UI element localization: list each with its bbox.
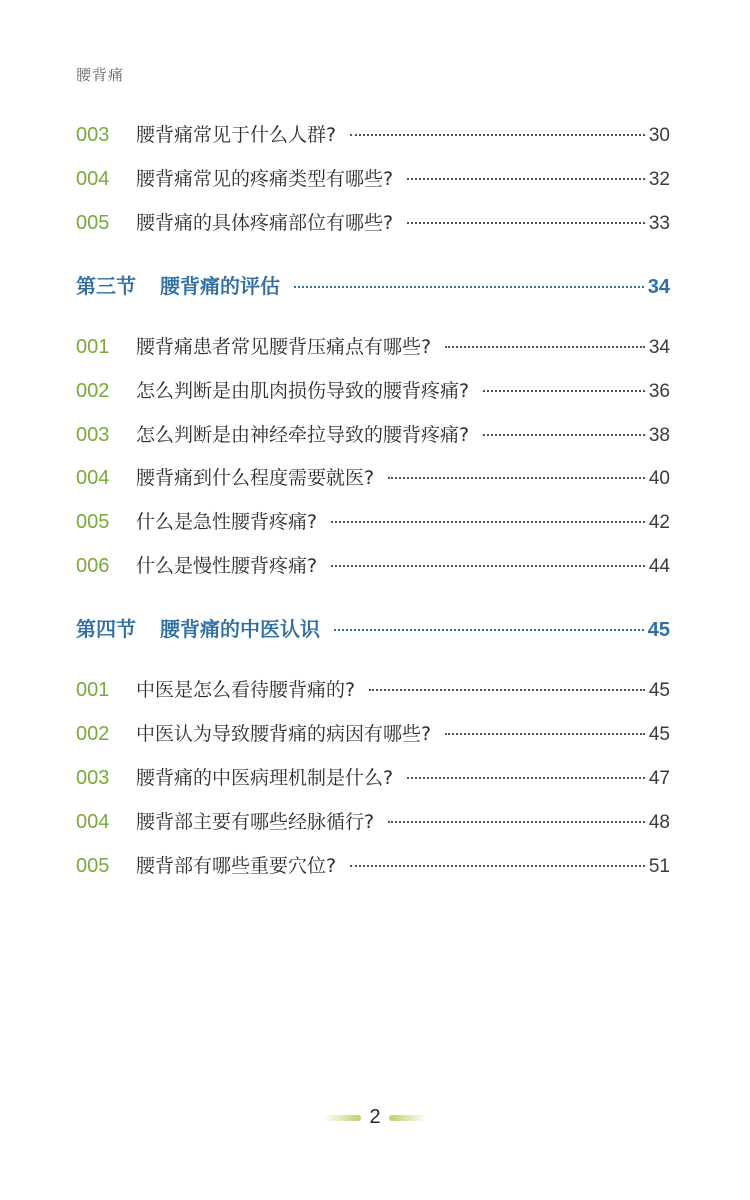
page-number: 2	[369, 1106, 381, 1128]
toc-item-title: 腰背痛患者常见腰背压痛点有哪些?	[136, 336, 432, 358]
toc-item-page: 38	[648, 425, 670, 446]
toc-item-title: 腰背痛的具体疼痛部位有哪些?	[136, 212, 394, 234]
dot-leader	[388, 477, 645, 479]
toc-item[interactable]	[76, 851, 670, 881]
dot-leader	[407, 222, 645, 224]
section-title: 腰背痛的评估	[160, 274, 280, 298]
dot-leader	[407, 777, 645, 779]
toc-item-title: 怎么判断是由肌肉损伤导致的腰背疼痛?	[136, 380, 470, 402]
toc-item-page: 32	[648, 169, 670, 190]
toc-item-title: 腰背部主要有哪些经脉循行?	[136, 811, 375, 833]
toc-item-number: 004	[76, 168, 110, 190]
toc-item[interactable]	[76, 551, 670, 581]
toc-item-page: 45	[648, 724, 670, 745]
toc-item[interactable]	[76, 332, 670, 362]
toc-item[interactable]	[76, 507, 670, 537]
toc-item-page: 40	[648, 468, 670, 489]
toc-item[interactable]	[76, 675, 670, 705]
toc-item-title: 腰背痛到什么程度需要就医?	[136, 467, 375, 489]
toc-item-page: 48	[648, 812, 670, 833]
toc-item-title: 中医认为导致腰背痛的病因有哪些?	[136, 723, 432, 745]
toc-item-number: 005	[76, 855, 110, 877]
toc-section-heading[interactable]	[76, 270, 670, 300]
toc-item-page: 47	[648, 768, 670, 789]
toc-item-title: 腰背痛的中医病理机制是什么?	[136, 767, 394, 789]
dot-leader	[331, 565, 645, 567]
toc-item-page: 33	[648, 213, 670, 234]
dot-leader	[483, 390, 645, 392]
running-head: 腰背痛	[76, 66, 125, 84]
toc-item-title: 腰背痛常见于什么人群?	[136, 124, 337, 146]
toc-item-title: 中医是怎么看待腰背痛的?	[136, 679, 356, 701]
toc-item-number: 005	[76, 212, 110, 234]
section-page: 45	[647, 619, 670, 641]
footer-accent-bar	[323, 1115, 361, 1121]
toc-item-title: 腰背部有哪些重要穴位?	[136, 855, 337, 877]
dot-leader	[334, 629, 644, 631]
toc-item-title: 腰背痛常见的疼痛类型有哪些?	[136, 168, 394, 190]
toc-item-title: 什么是慢性腰背疼痛?	[136, 555, 318, 577]
toc-item-number: 006	[76, 555, 110, 577]
dot-leader	[483, 434, 645, 436]
toc-item-number: 003	[76, 424, 110, 446]
toc-item[interactable]	[76, 763, 670, 793]
dot-leader	[445, 733, 645, 735]
toc-item-number: 003	[76, 767, 110, 789]
toc-item-number: 004	[76, 467, 110, 489]
dot-leader	[369, 689, 645, 691]
toc-item-number: 002	[76, 380, 110, 402]
toc-item-number: 002	[76, 723, 110, 745]
toc-item-page: 45	[648, 680, 670, 701]
toc-item-page: 34	[648, 337, 670, 358]
toc-item[interactable]	[76, 420, 670, 450]
toc-item[interactable]	[76, 463, 670, 493]
toc-item[interactable]	[76, 208, 670, 238]
dot-leader	[331, 521, 645, 523]
toc-item[interactable]	[76, 164, 670, 194]
page-footer	[0, 1106, 750, 1129]
toc-item-number: 001	[76, 679, 110, 701]
toc-item-title: 什么是急性腰背疼痛?	[136, 511, 318, 533]
toc-item-title: 怎么判断是由神经牵拉导致的腰背疼痛?	[136, 424, 470, 446]
toc-item-page: 42	[648, 512, 670, 533]
footer-accent-bar	[389, 1115, 427, 1121]
toc-item-number: 004	[76, 811, 110, 833]
dot-leader	[445, 346, 645, 348]
section-page: 34	[647, 276, 670, 298]
toc-item-number: 001	[76, 336, 110, 358]
dot-leader	[294, 286, 644, 288]
section-number: 第四节	[76, 617, 136, 641]
dot-leader	[407, 178, 645, 180]
toc-item-page: 44	[648, 556, 670, 577]
dot-leader	[350, 865, 645, 867]
toc-item[interactable]	[76, 376, 670, 406]
section-title: 腰背痛的中医认识	[160, 617, 320, 641]
toc-item[interactable]	[76, 719, 670, 749]
toc-item[interactable]	[76, 807, 670, 837]
toc-item-number: 005	[76, 511, 110, 533]
toc-section-heading[interactable]	[76, 613, 670, 643]
dot-leader	[350, 134, 645, 136]
toc-item-page: 36	[648, 381, 670, 402]
dot-leader	[388, 821, 645, 823]
section-number: 第三节	[76, 274, 136, 298]
toc-item-page: 30	[648, 125, 670, 146]
toc-item-number: 003	[76, 124, 110, 146]
toc-item[interactable]	[76, 120, 670, 150]
toc-item-page: 51	[648, 856, 670, 877]
